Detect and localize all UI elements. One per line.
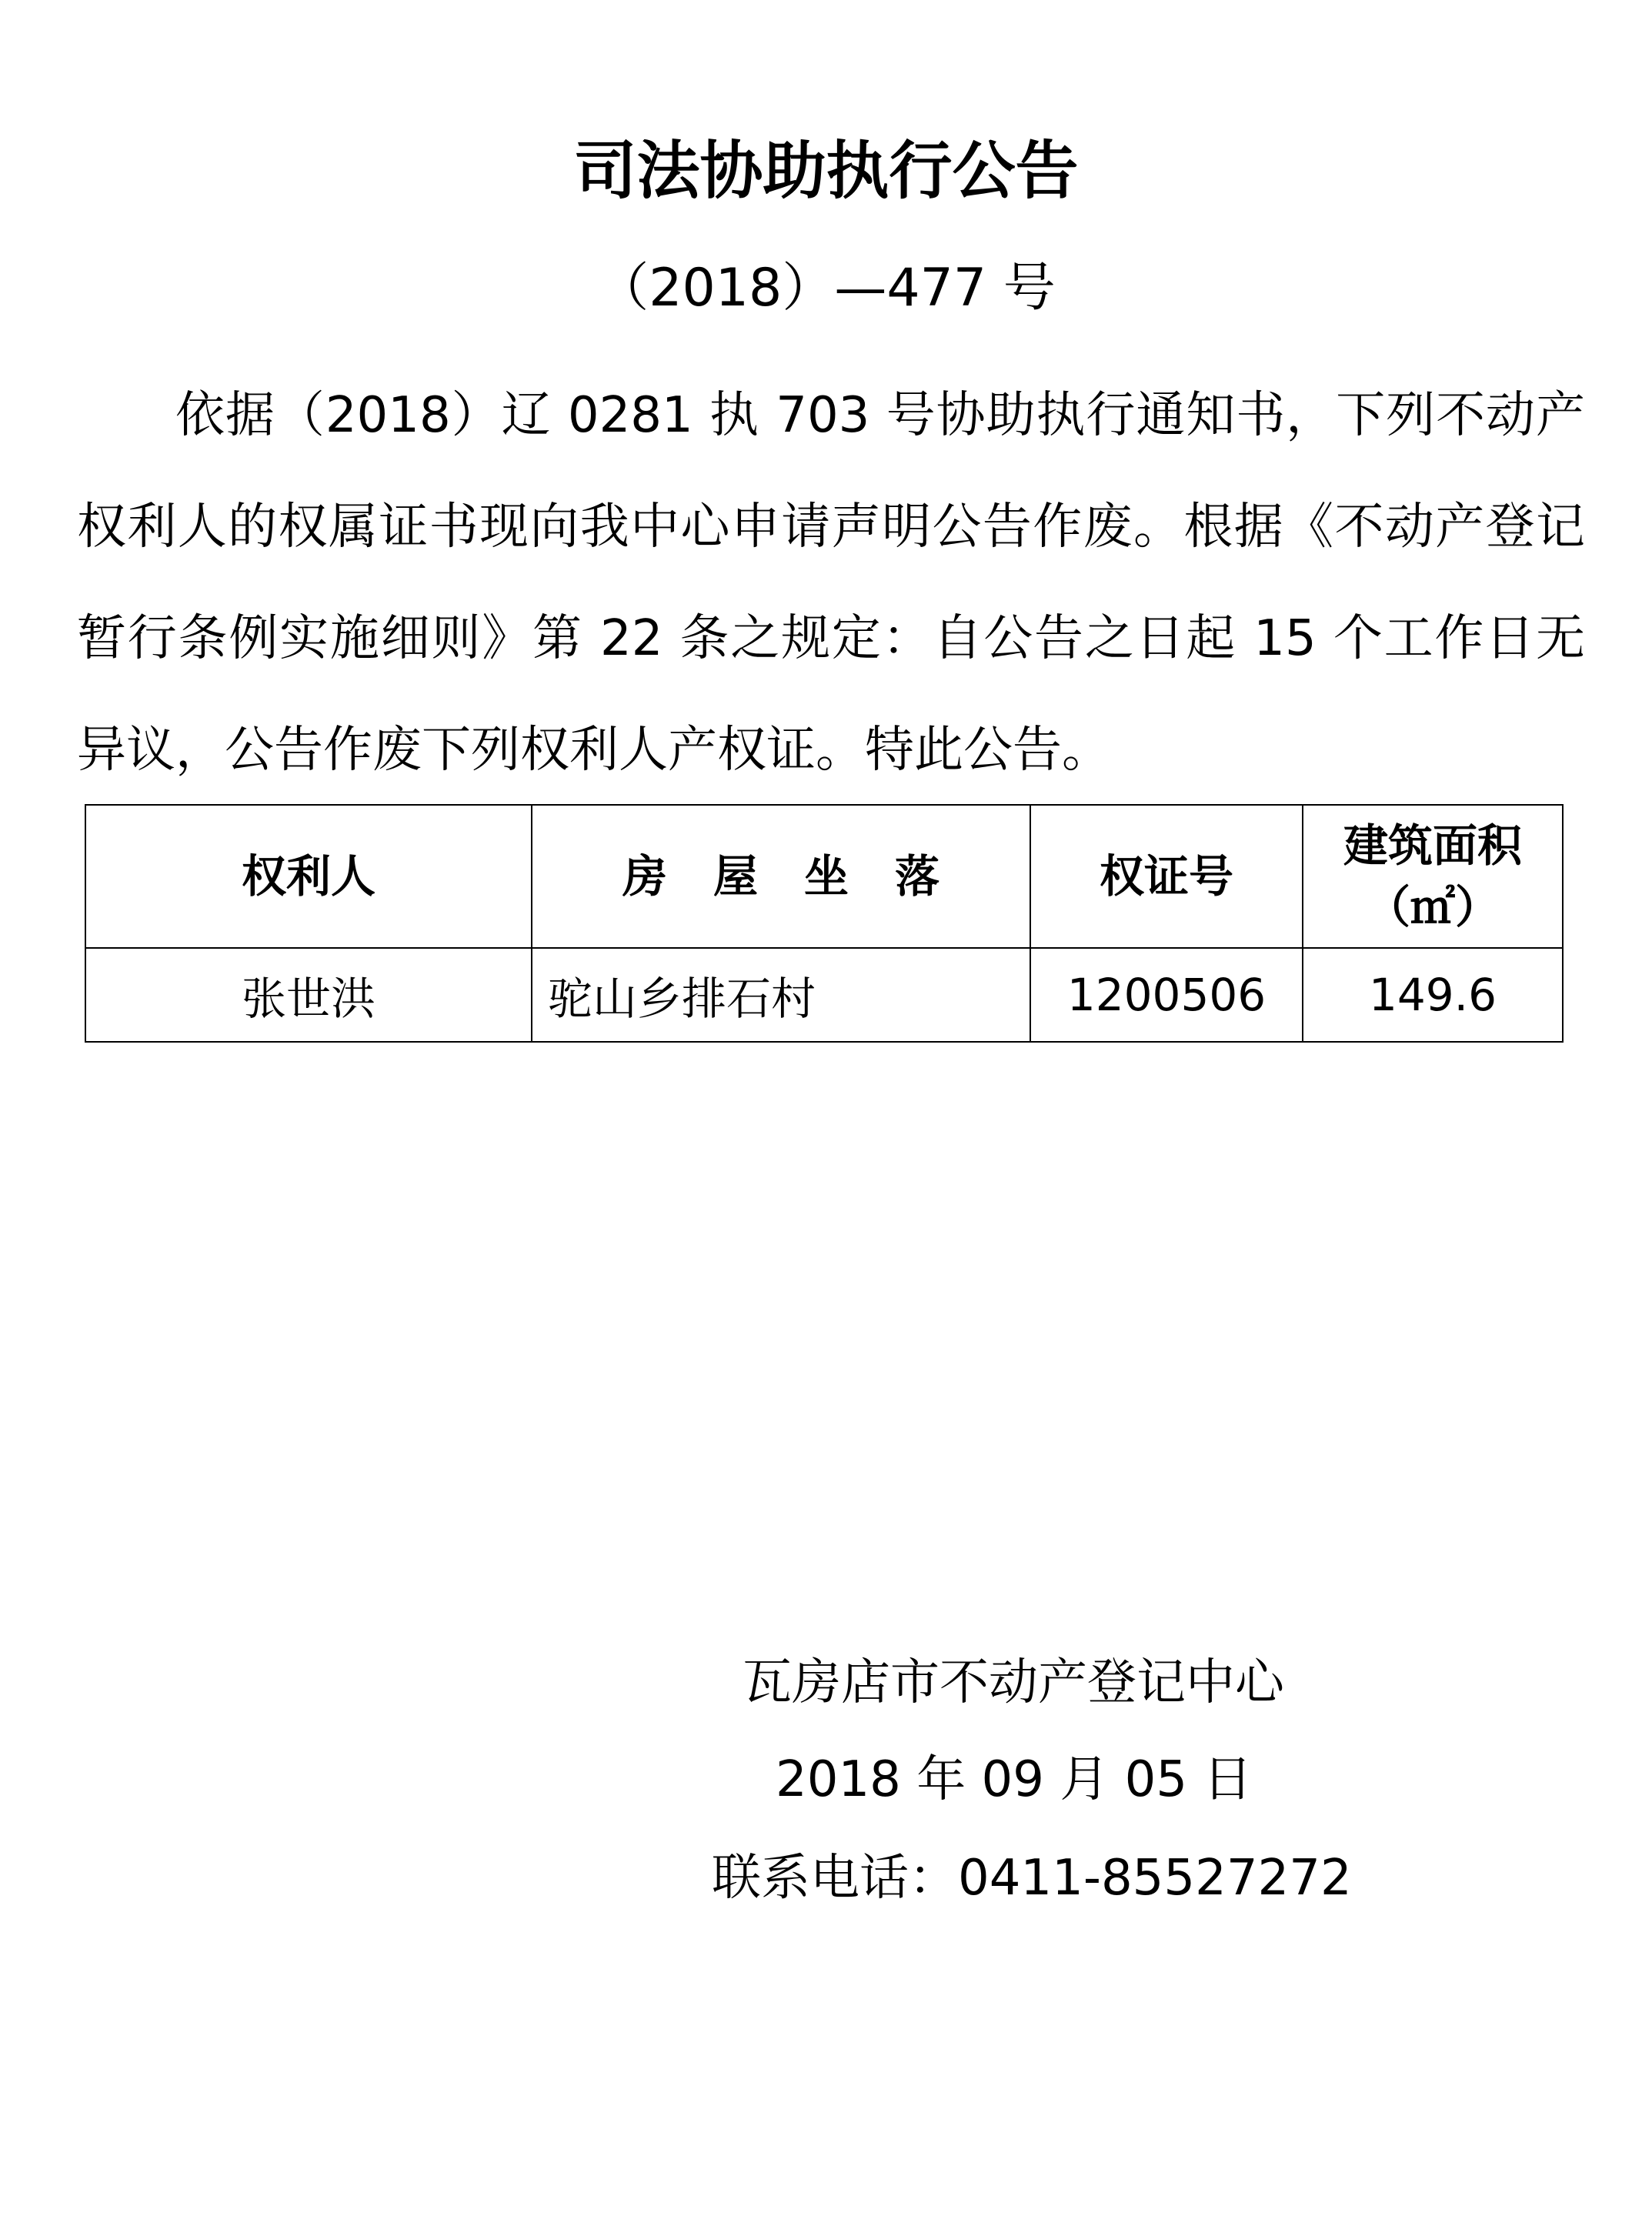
table-row [85, 948, 1563, 1042]
header-area [1303, 805, 1563, 948]
header-area-unit: （㎡） [1365, 881, 1500, 933]
certificate-table [85, 804, 1564, 1043]
header-area-label: 建筑面积 [1343, 819, 1522, 872]
cell-cert-no: 1200506 [1030, 948, 1303, 1042]
document-title: 司法协助执行公告 [573, 135, 1079, 208]
document-number: （2018）—477 号 [596, 258, 1056, 319]
header-owner: 权利人 [85, 805, 532, 948]
cell-area: 149.6 [1303, 948, 1563, 1042]
header-location: 房屋坐落 [532, 805, 1030, 948]
notice-body: 依据（2018）辽 0281 执 703 号协助执行通知书，下列不动产权利人的权属证书现向我中心申请声明公告作废。根据《不动产登记暂行条例实施细则》第 22 条之规定：自公告之日起 15 个工作日无异议，公告作废下列权利人产权证。特此公告。 [77, 387, 1585, 779]
cell-location: 驼山乡排石村 [532, 948, 1030, 1042]
issuing-organization: 瓦房店市不动产登记中心 [743, 1654, 1284, 1711]
table-header-row [85, 805, 1563, 948]
issue-date: 2018 年 09 月 05 日 [776, 1751, 1253, 1808]
contact-phone: 联系电话：0411-85527272 [712, 1850, 1352, 1907]
header-cert-no: 权证号 [1030, 805, 1303, 948]
cell-owner: 张世洪 [85, 948, 532, 1042]
